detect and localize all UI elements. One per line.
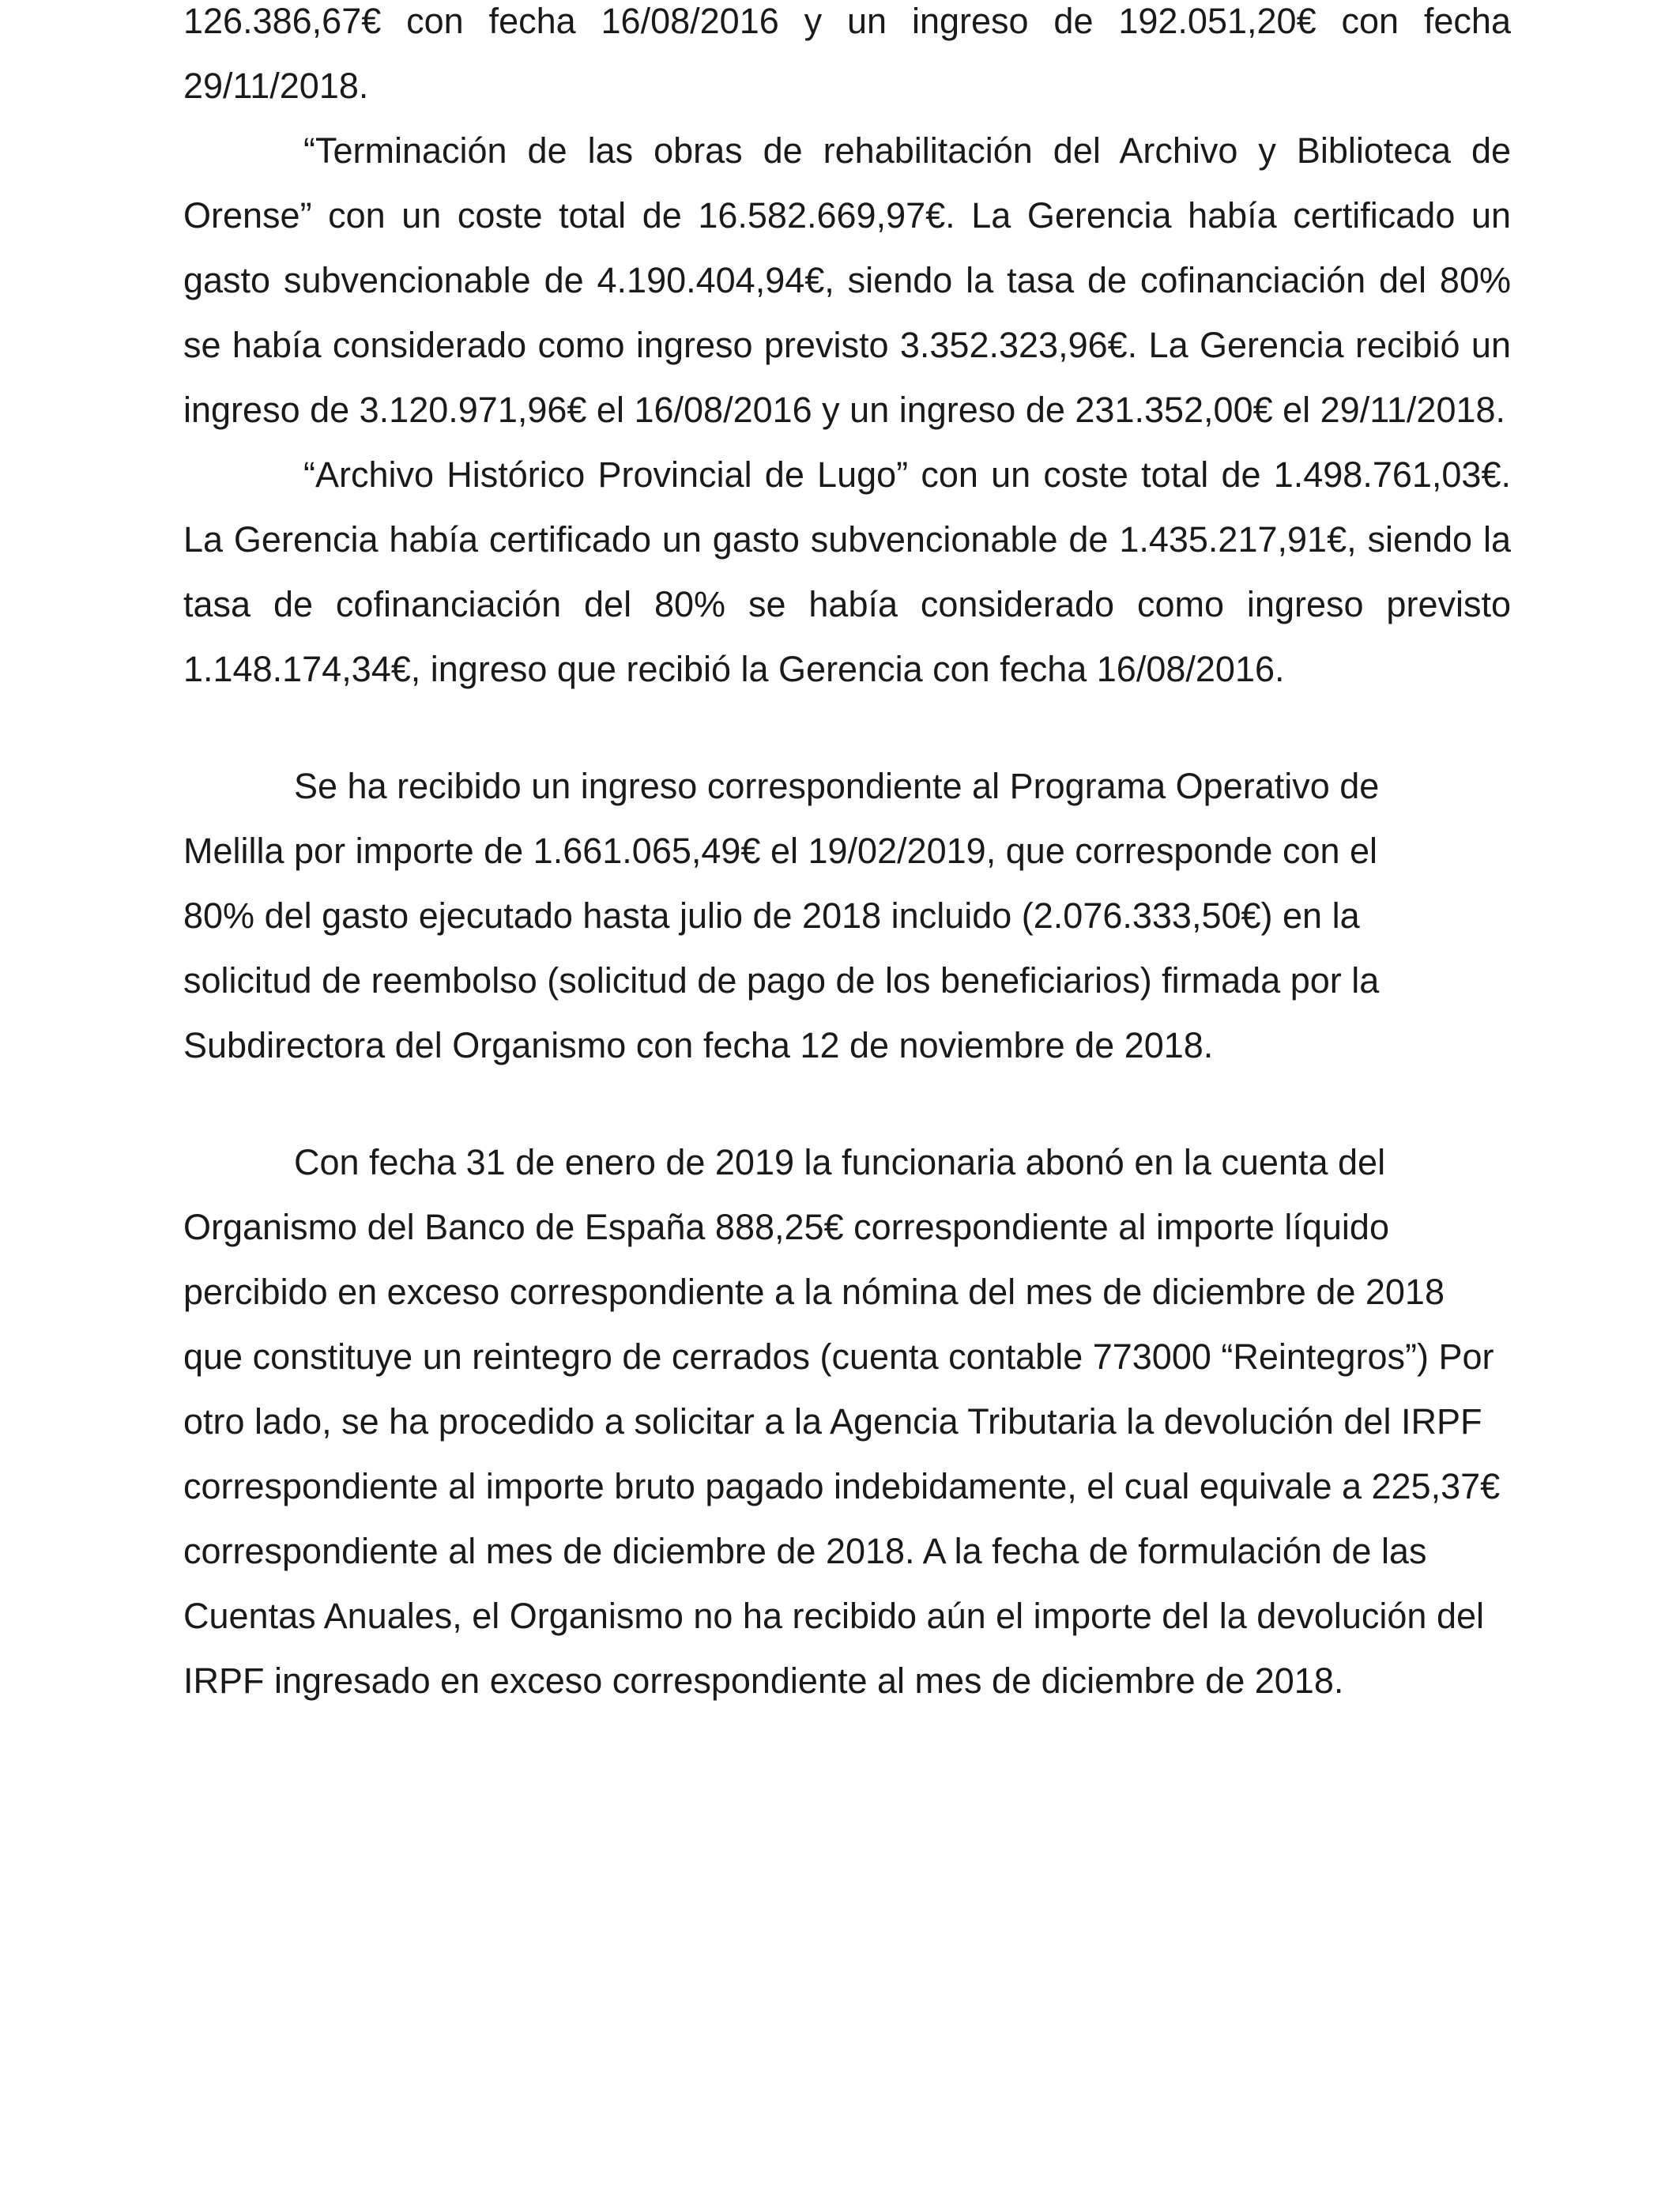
paragraph-lugo-archive: “Archivo Histórico Provincial de Lugo” con un coste total de 1.498.761,03€. La Gerencia había certificado un gasto subvencionable de 1.435.217,91€, siendo la tasa de cofinanciación del 80% se había considerado como ingreso previsto 1.148.174,34€, ingreso que recibió la Gerencia con fecha 16/08/2016. (183, 454, 1511, 689)
paragraph-spacer (183, 1078, 1511, 1130)
paragraph-melilla-program: Se ha recibido un ingreso correspondiente al Programa Operativo de Melilla por importe de 1.661.065,49€ el 19/02/2019, que corresponde con el 80% del gasto ejecutado hasta julio de 2018 incluido (2.076.333,50€) en la solicitud de reembolso (solicitud de pago de los beneficiarios) firmada por la Subdirectora del Organismo con fecha 12 de noviembre de 2018. (183, 766, 1380, 1065)
paragraph-orense-archive: “Terminación de las obras de rehabilitación del Archivo y Biblioteca de Orense” con un coste total de 16.582.669,97€. La Gerencia había certificado un gasto subvencionable de 4.190.404,94€, siendo la tasa de cofinanciación del 80% se había considerado como ingreso previsto 3.352.323,96€. La Gerencia recibió un ingreso de 3.120.971,96€ el 16/08/2016 y un ingreso de 231.352,00€ el 29/11/2018. (183, 130, 1511, 430)
paragraph-continuation: 126.386,67€ con fecha 16/08/2016 y un ingreso de 192.051,20€ con fecha 29/11/2018. (183, 1, 1511, 106)
document-page (183, 0, 1511, 1713)
paragraph-irpf-refund: Con fecha 31 de enero de 2019 la funcionaria abonó en la cuenta del Organismo del Banco de España 888,25€ correspondiente al importe líquido percibido en exceso correspondiente a la nómina del mes de diciembre de 2018 que constituye un reintegro de cerrados (cuenta contable 773000 “Reintegros”) Por otro lado, se ha procedido a solicitar a la Agencia Tributaria la devolución del IRPF correspondiente al importe bruto pagado indebidamente, el cual equivale a 225,37€ correspondiente al mes de diciembre de 2018. A la fecha de formulación de las Cuentas Anuales, el Organismo no ha recibido aún el importe del la devolución del IRPF ingresado en exceso correspondiente al mes de diciembre de 2018. (183, 1142, 1501, 1701)
paragraph-spacer (183, 702, 1511, 754)
